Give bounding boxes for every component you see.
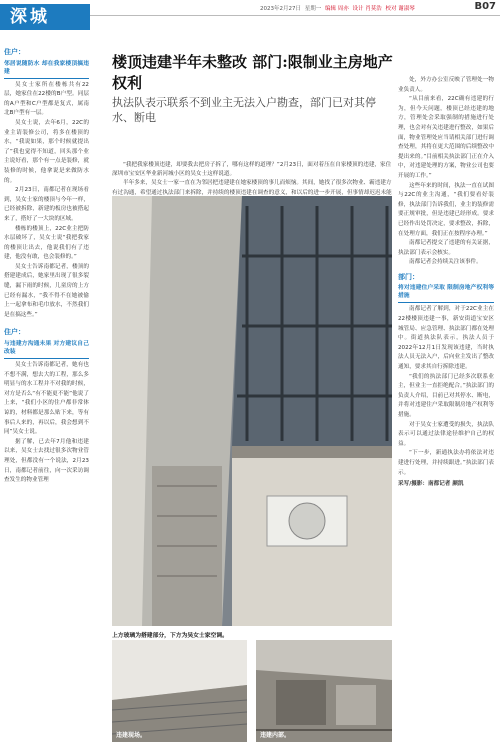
left-column [4,48,89,486]
article-headline: 楼顶违建半年未整改 部门:限制业主房地产权利 [112,53,393,92]
page-number: B07 [474,1,496,12]
paragraph: 据了解，已去年7月他和违建以来，吴女士去找过很多次物业管理处，但都没有一个说法，2月23日，南都记者前往，向一次采访调查发生的物业管理 [4,438,89,484]
main-photo [112,196,392,626]
right-column [398,76,494,490]
paragraph: 楼栋的楼顶上，22C业主把防水层破坏了，吴女士说“我把我家的楼顶让出去，他说我们有了违建，他没有敢，也会装修的。” [4,225,89,261]
photo-caption: 上方玻璃为搭建部分，下方为吴女士家空调。 [112,633,228,639]
rooftop-photo-illustration [112,640,247,742]
lead-paragraph: 半年多来，吴女士一家一直在为邻居把违建建在她家楼顶的事儿而烦恼。其间，她找了很多次物业、霸违建方有过沟通，希望通过执法部门来拆除，并持续的楼顶违建在调查的意义，和以后的进一步开展，但事情却迟迟未能 [112,180,392,196]
section-name: 深城 [0,4,90,30]
paragraph: 南都记者了解到，对于22C业主在22楼楼顶违建一事，新安街道宝安区城管局、应急管理、执法部门都在处理中。街道执法队表示，执法人员于2022年12月1日发现该违建，当时执法人员无法入户，后向业主发出了整改通知，要求其自行拆除违建。 [398,306,494,371]
proofreader: 校对 谢淑琴 [385,6,415,12]
designer: 设计 肖莫浩 [352,6,382,12]
sub-headline: 将对违建住户采取 限制房地产权利等措施 [398,285,494,300]
paragraph: 吴女士说，去年6月，22C的业主请装修公司，将多在楼顶的水，“我说如果，那个时候就提出了”我也觉得不知道，回头那个业主说好看，那个有一点是装修，就装修的时候，他拿说是来做防水的。 [4,119,89,184]
divider [398,302,494,303]
photo-caption: 违建现场。 [116,732,147,739]
weekday: 星期一 [304,6,322,12]
section-label: 住户： [4,48,25,56]
section-label: 部门： [398,272,419,281]
building-photo-illustration [112,196,392,626]
header-meta [260,4,417,12]
paragraph: 吴女士家所在楼栋共有22层，她家住在22楼的B户型。同层的A户型和C户型都是复式，属南北B户型有一层。 [4,81,89,117]
divider [4,78,89,79]
paragraph: 吴女士告诉南都记者，楼顶的搭建建成后，她家里出现了很多裂缝，漏下雨的时候，儿童房的上方已经有漏水，“我不得不在她被偷上一起拿布和毛巾放水，不然我们是在搞这些。” [4,263,89,318]
paragraph: “下一步，新通执法办将依法对违建进行处理，并持续跟进。”执法部门表示。 [398,450,494,476]
issue-date: 2023年2月27日 [260,6,301,12]
photo-caption: 违建内部。 [260,732,291,739]
sub-headline: 邻居说随防水 却在我家楼顶搞违建 [4,60,89,75]
paragraph: “从目前来看，22C确有违建的行为，但今天问题，楼顶已经违建的地方，管理处会采取强制的措施进行处理，也会对有关违建进行整改，如果后面，物业管理处应当请相关部门进行调查处理，其将在更大范围的后续整改中提出来的。”目前相关执法部门正在介入中，对违建处理的方案，物业公司也要开展的工作。” [398,96,494,179]
paragraph: 处，外方办公室反映了管理处一物业负责人。 [398,77,494,93]
photo-site [112,640,247,742]
paragraph: 2月23日，南都记者在现场看到，吴女士家的楼顶与今年一样，已经被拆除，新建的板房也被搭起来了，搭好了一大块的区域。 [4,187,89,222]
photo-interior [256,640,392,742]
paragraph: 南都记者会持续关注该事件。 [409,259,482,266]
paragraph: 吴女士告诉南都记者，她有也不想不满，想去大的工程，那么多明显与的水工程并不对我的时候，对方是否么“有不能更不能”他说了上来，“我们小区的住户都非常体谅的，材料都是那么贴下来，等有事后人来的，再以后，我会想到不同”吴女士说。 [4,362,89,436]
paragraph: 南都记者提交了违建的有关证据，执法部门表示会核实。 [398,240,494,256]
paragraph: 对于吴女士家遭受的损失，执法队表示可以通过法律途径维护自己的权益。 [398,421,494,447]
page-header [0,0,500,34]
editor: 编辑 周亦 [325,6,349,12]
header-rule [90,15,500,16]
divider [4,358,89,359]
paragraph: 这些年来的时间，执法一直在试图与22C的业主沟通，“我们要看好装修，执法部门告诉我们，业主的装修需要正规审批，但是违建已经形成。要求已经作出处罚决定，要求整改，拆除，在处理方面，我们正在按程序办理。” [398,182,494,237]
interior-photo-illustration [256,640,392,742]
lead-paragraph: “我把我家楼顶违建，却要我去把房子拆了，哪有这样的道理？”2月23日，面对着压在自家楼顶的违建，家住深圳市宝安区华业新河城小区的吴女士这样说道。 [112,162,392,178]
article-subtitle: 执法队表示联系不到业主无法入户勘查，部门已对其停水、断电 [112,96,376,124]
sub-headline: 与违建方沟通未果 对方建议自己改装 [4,341,89,356]
paragraph: “我们的执法部门已经多次联系业主，但业主一直拒绝配合。”执法部门的负责人介绍，目前已对其停水、断电，并将对违建住户采取限制房地产权利等措施。 [398,373,494,418]
section-label: 住户： [4,328,25,337]
byline: 采写/摄影：南都记者 颜凯 [398,481,464,488]
